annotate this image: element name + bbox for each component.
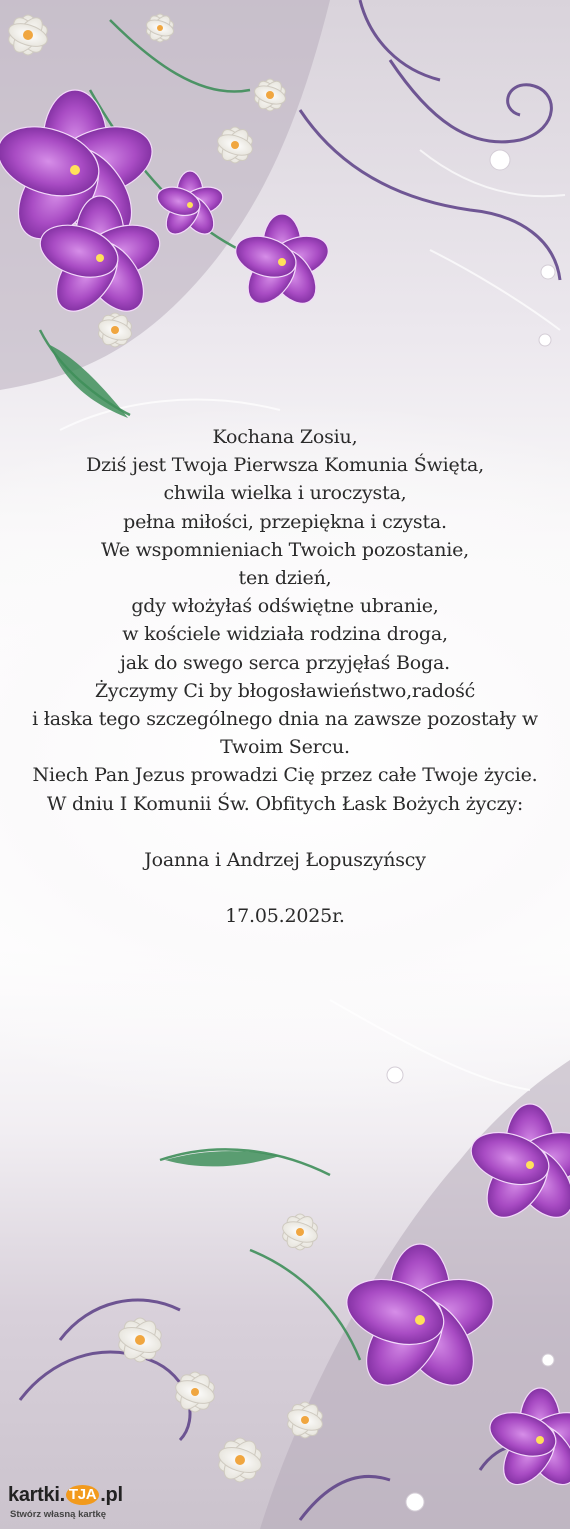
message-line: chwila wielka i uroczysta, bbox=[163, 482, 407, 505]
card-message bbox=[20, 423, 550, 930]
message-line: Dziś jest Twoja Pierwsza Komunia Święta, bbox=[86, 454, 484, 477]
signature: Joanna i Andrzej Łopuszyńscy bbox=[144, 848, 426, 871]
message-line: jak do swego serca przyjęłaś Boga. bbox=[120, 651, 450, 674]
logo-wordmark: kartki. TJA .pl bbox=[8, 1484, 123, 1506]
message-line: gdy włożyłaś odświętne ubranie, bbox=[131, 595, 439, 618]
logo-badge: TJA bbox=[66, 1485, 99, 1505]
message-line: Życzymy Ci by błogosławieństwo,radość bbox=[94, 679, 476, 702]
message-line: pełna miłości, przepiękna i czysta. bbox=[123, 510, 447, 533]
card-date: 17.05.2025r. bbox=[225, 905, 345, 928]
swirl-top bbox=[300, 0, 560, 280]
logo-tagline: Stwórz własną kartkę bbox=[10, 1509, 107, 1520]
site-logo[interactable] bbox=[8, 1484, 123, 1524]
greeting-line: Kochana Zosiu, bbox=[212, 426, 358, 448]
message-line: ten dzień, bbox=[238, 567, 332, 590]
message-line: Niech Pan Jezus prowadzi Cię przez całe Twoje życie. bbox=[32, 764, 538, 787]
message-line: W dniu I Komunii Św. Obfitych Łask Bożych życzy: bbox=[46, 792, 524, 815]
message-line: i łaska tego szczególnego dnia na zawsze pozostały w Twoim Sercu. bbox=[32, 708, 538, 759]
message-line: w kościele widziała rodzina droga, bbox=[122, 623, 448, 646]
message-line: We wspomnieniach Twoich pozostanie, bbox=[100, 538, 470, 561]
